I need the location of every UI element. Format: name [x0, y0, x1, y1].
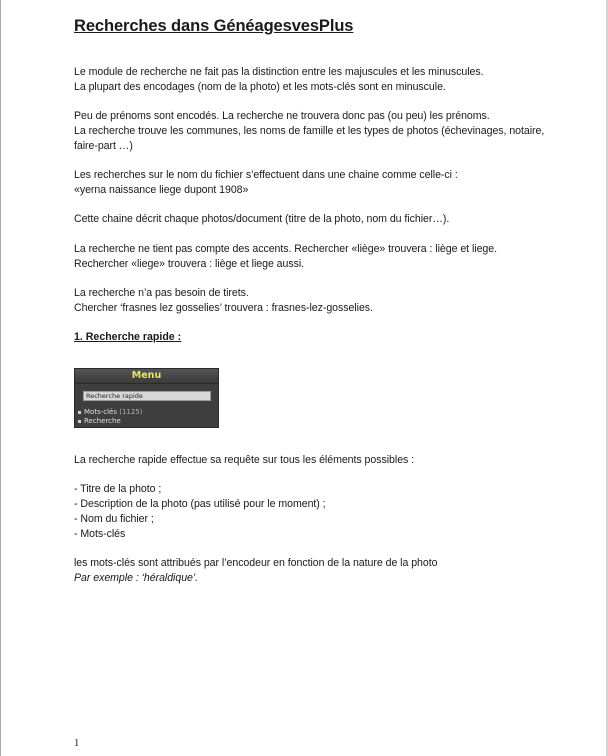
paragraph-line: faire-part …) — [74, 140, 133, 152]
paragraph-line: La recherche n’a pas besoin de tirets. — [74, 287, 249, 299]
quick-search-input: Recherche rapide — [83, 391, 211, 401]
list-item: - Titre de la photo ; — [74, 483, 162, 495]
menu-item-search — [78, 417, 121, 426]
menu-item-label: Recherche — [84, 417, 121, 425]
list-item: - Description de la photo (pas utilisé pour le moment) ; — [74, 498, 326, 510]
paragraph-line: La plupart des encodages (nom de la photo) et les mots-clés sont en minuscule. — [74, 81, 446, 93]
example-line: Par exemple : ‘héraldique’. — [74, 572, 199, 584]
menu-item-count: (1125) — [119, 408, 143, 416]
list-item: - Nom du fichier ; — [74, 513, 154, 525]
paragraph-line: La recherche rapide effectue sa requête sur tous les éléments possibles : — [74, 454, 415, 466]
page-number: 1 — [74, 738, 80, 749]
paragraph-line: les mots-clés sont attribués par l’encodeur en fonction de la nature de la photo — [74, 557, 438, 569]
menu-item-label: Mots-clés — [84, 408, 117, 416]
list-item: - Mots-clés — [74, 528, 126, 540]
paragraph-line: La recherche ne tient pas compte des accents. Rechercher «liège» trouvera : liège et liege. — [74, 243, 497, 255]
document-title: Recherches dans GénéagesvesPlus — [74, 17, 354, 35]
bullet-icon — [78, 420, 81, 423]
paragraph-line: Cette chaine décrit chaque photos/document (titre de la photo, nom du fichier…). — [74, 213, 450, 225]
paragraph-line: «yerna naissance liege dupont 1908» — [74, 184, 249, 196]
menu-screenshot — [74, 368, 219, 428]
paragraph-line: La recherche trouve les communes, les noms de famille et les types de photos (échevinages, notaire, — [74, 125, 545, 137]
section-heading: 1. Recherche rapide : — [74, 331, 182, 343]
bullet-icon — [78, 411, 81, 414]
paragraph-line: Peu de prénoms sont encodés. La recherche ne trouvera donc pas (ou peu) les prénoms. — [74, 110, 490, 122]
menu-item-keywords — [78, 408, 143, 417]
paragraph-line: Rechercher «liege» trouvera : liège et liege aussi. — [74, 258, 305, 270]
menu-header: Menu — [75, 369, 218, 384]
paragraph-line: Chercher ‘frasnes lez gosselies’ trouvera : frasnes-lez-gosselies. — [74, 302, 373, 314]
paragraph-line: Le module de recherche ne fait pas la distinction entre les majuscules et les minuscules. — [74, 66, 484, 78]
paragraph-line: Les recherches sur le nom du fichier s’effectuent dans une chaine comme celle-ci : — [74, 169, 458, 181]
